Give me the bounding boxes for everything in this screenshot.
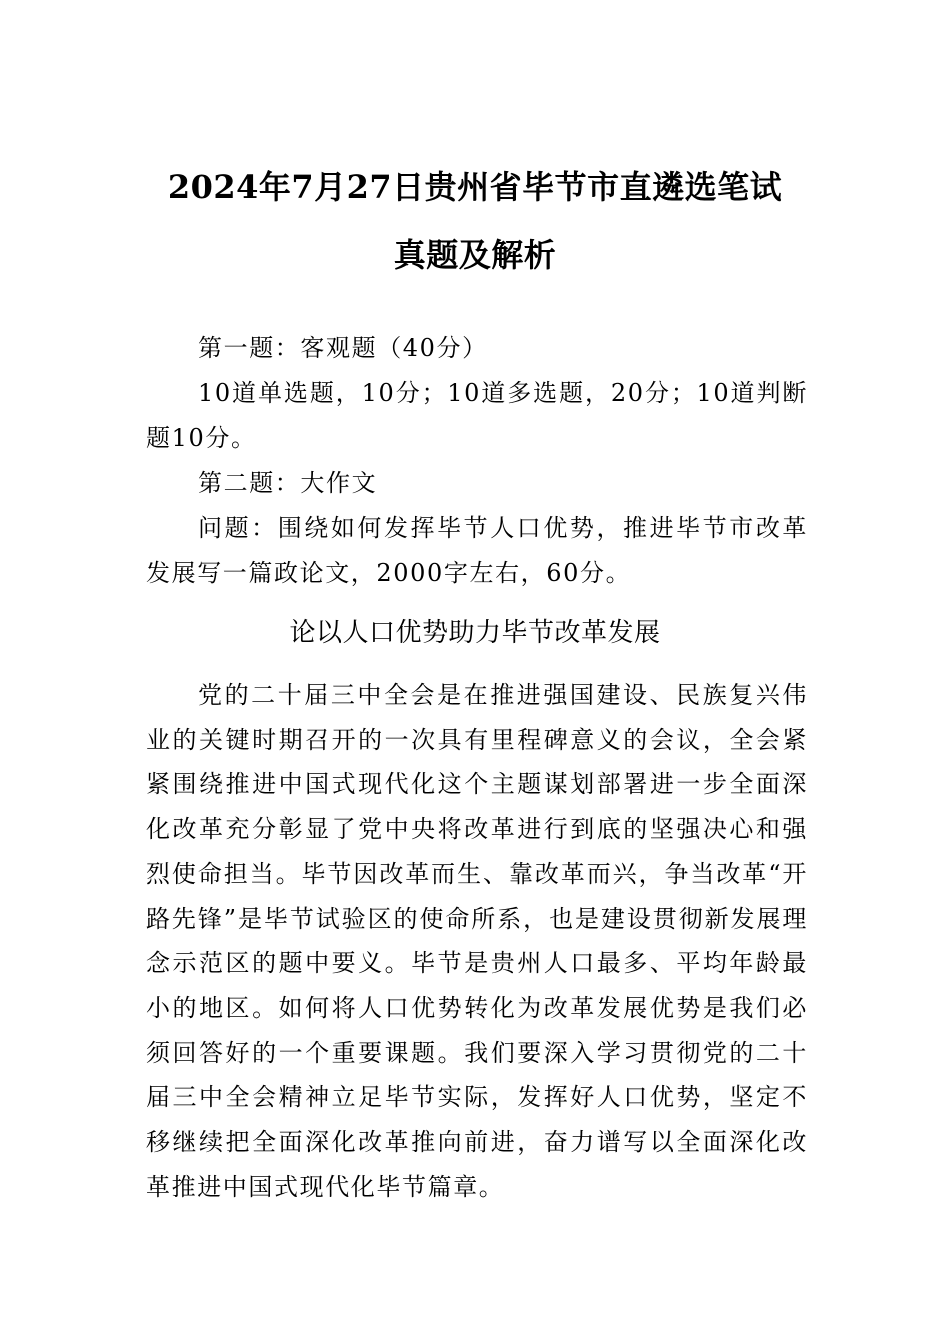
essay-body-paragraph: 党的二十届三中全会是在推进强国建设、民族复兴伟业的关键时期召开的一次具有里程碑意义的会议，全会紧紧围绕推进中国式现代化这个主题谋划部署进一步全面深化改革充分彰显了党中央将改革进行到底的坚强决心和强烈使命担当。毕节因改革而生、靠改革而兴，争当改革“开路先锋”是毕节试验区的使命所系，也是建设贯彻新发展理念示范区的题中要义。毕节是贵州人口最多、平均年龄最小的地区。如何将人口优势转化为改革发展优势是我们必须回答好的一个重要课题。我们要深入学习贯彻党的二十届三中全会精神立足毕节实际，发挥好人口优势，坚定不移继续把全面深化改革推向前进，奋力谱写以全面深化改革推进中国式现代化毕节篇章。	[146, 681, 808, 1201]
essay-question: 问题：围绕如何发挥毕节人口优势，推进毕节市改革发展写一篇政论文，2000字左右，60分。	[146, 514, 808, 587]
document-title-line-1: 2024年7月27日贵州省毕节市直遴选笔试	[167, 168, 783, 206]
document-title-line-2: 真题及解析	[393, 236, 557, 274]
section-one-heading: 第一题：客观题（40分）	[198, 334, 488, 362]
essay-title: 论以人口优势助力毕节改革发展	[289, 618, 661, 648]
section-one-detail: 10道单选题，10分；10道多选题，20分；10道判断题10分。	[146, 379, 808, 452]
section-two-heading: 第二题：大作文	[198, 469, 378, 497]
